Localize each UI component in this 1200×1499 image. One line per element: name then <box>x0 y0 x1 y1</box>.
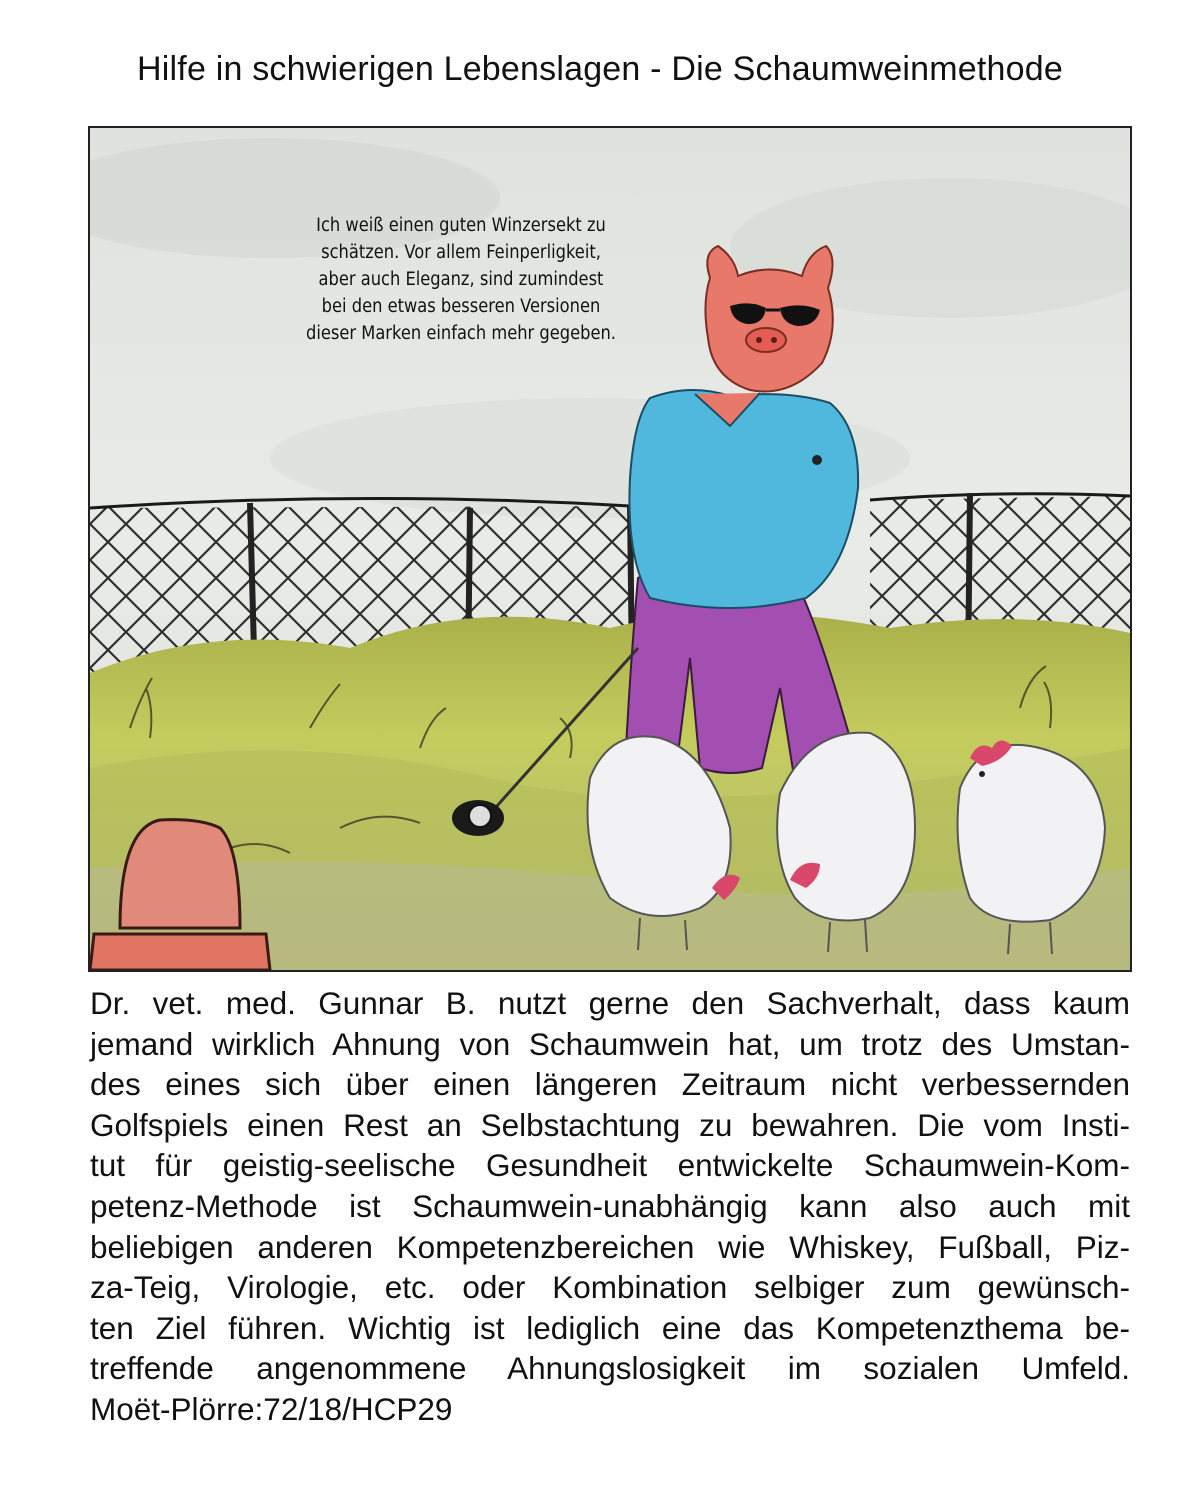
caption-line: tut für geistig-seelische Gesundheit entwickelte Schaumwein-Kom- <box>90 1147 1130 1184</box>
caption-line: petenz-Methode ist Schaumwein-unabhängig kann also auch mit <box>90 1187 1130 1224</box>
speech-bubble <box>302 212 621 347</box>
caption-line: beliebigen anderen Kompetenzbereichen wie Whiskey, Fußball, Piz- <box>90 1228 1130 1265</box>
page-title: Hilfe in schwierigen Lebenslagen - Die Schaumweinmethode <box>137 50 1063 88</box>
caption-line: des eines sich über einen längeren Zeitraum nicht verbessernden <box>90 1066 1130 1103</box>
speech-line: aber auch Eleganz, sind zumindest <box>318 269 604 290</box>
caption-line: Golfspiels einen Rest an Selbstachtung zu bewahren. Die vom Insti- <box>90 1106 1130 1143</box>
speech-line: dieser Marken einfach mehr gegeben. <box>306 323 616 344</box>
comic-panel <box>88 126 1132 972</box>
caption-line: ten Ziel führen. Wichtig ist lediglich eine das Kompetenzthema be- <box>90 1309 1130 1346</box>
speech-line: Ich weiß einen guten Winzersekt zu <box>316 215 606 236</box>
caption-text <box>90 983 1130 1430</box>
caption-line: jemand wirklich Ahnung von Schaumwein hat, um trotz des Umstan- <box>90 1025 1130 1062</box>
caption-line: Dr. vet. med. Gunnar B. nutzt gerne den Sachverhalt, dass kaum <box>90 985 1130 1021</box>
caption-signature: Moët-Plörre:72/18/HCP29 <box>90 1390 453 1427</box>
caption-line: za-Teig, Virologie, etc. oder Kombination selbiger zum gewünsch- <box>90 1269 1130 1306</box>
golf-ball-icon <box>452 800 504 836</box>
speech-line: bei den etwas besseren Versionen <box>321 296 601 317</box>
speech-line: schätzen. Vor allem Feinperligkeit, <box>321 242 601 263</box>
caption-line: treffende angenommene Ahnungslosigkeit im sozialen Umfeld. <box>90 1350 1130 1387</box>
